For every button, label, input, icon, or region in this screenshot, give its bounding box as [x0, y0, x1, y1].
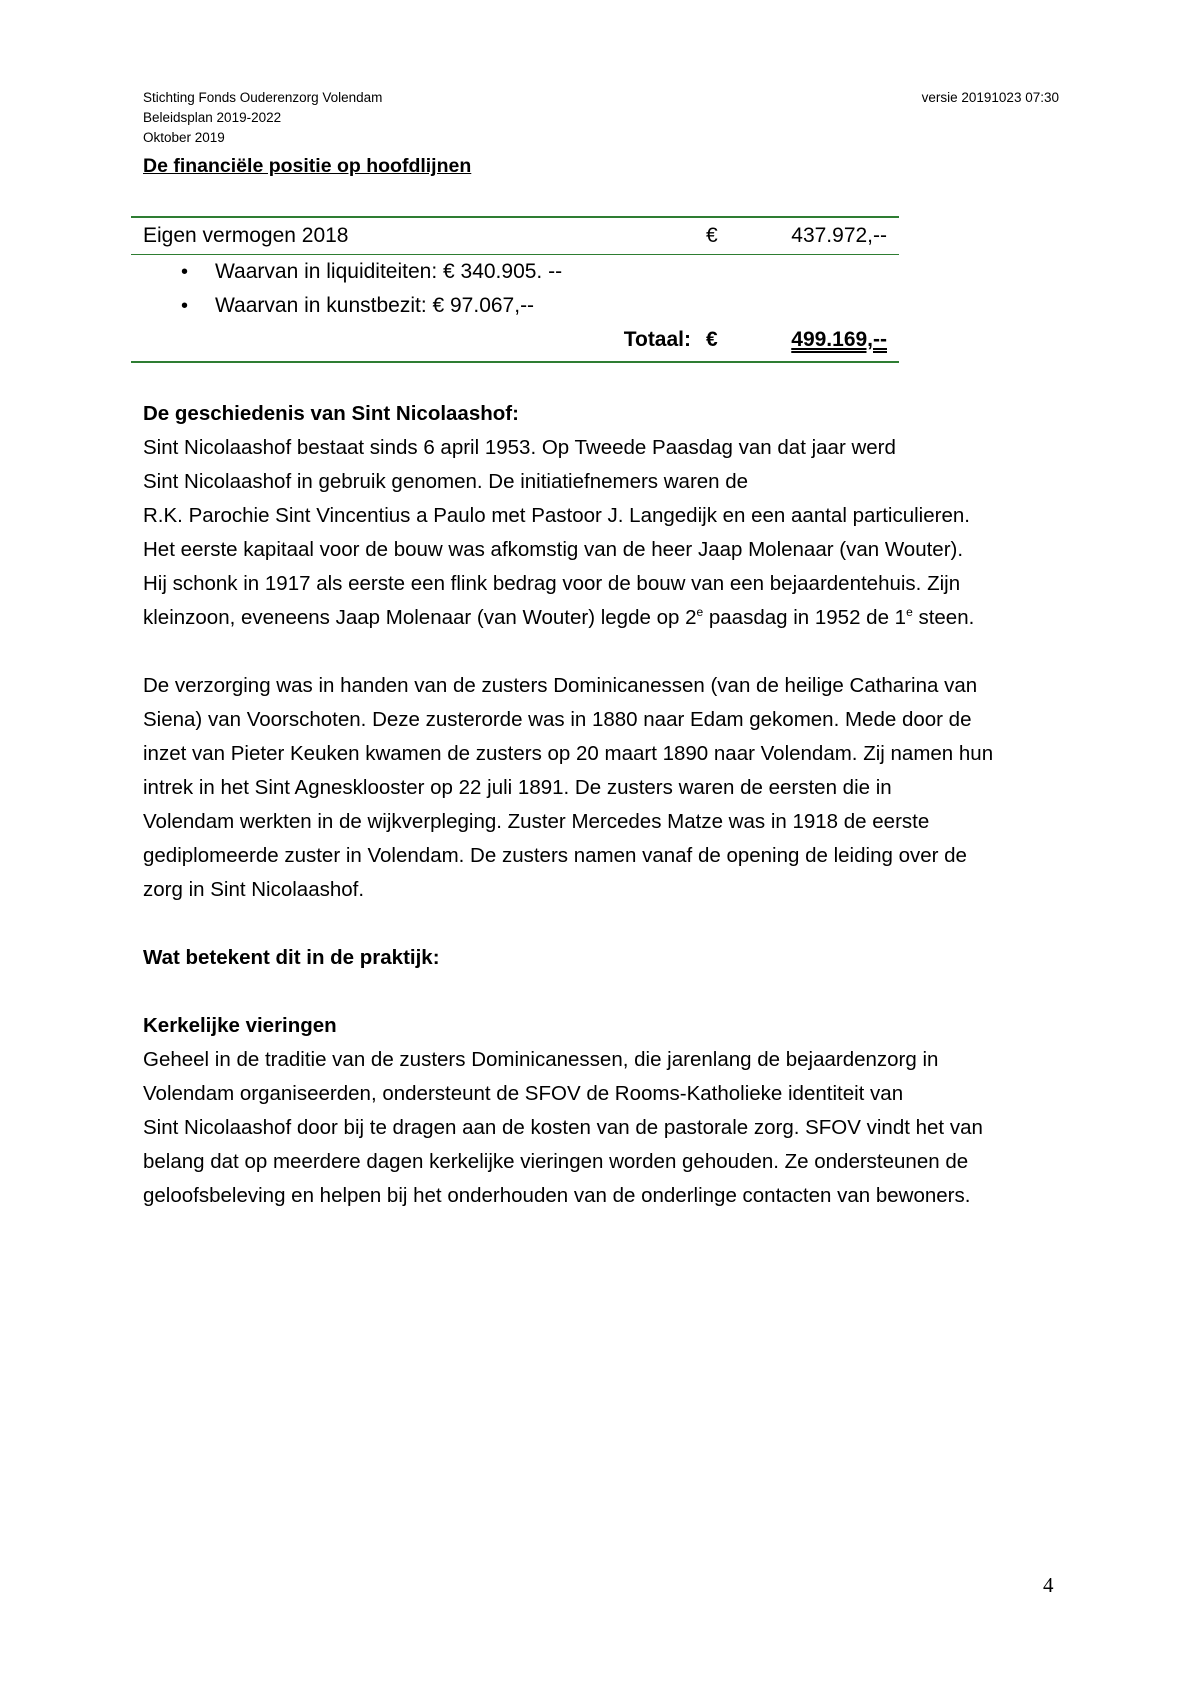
page-header: [143, 88, 1059, 148]
table-bottom-rule: [131, 361, 899, 363]
care-line: De verzorging was in handen van de zusters Dominicanessen (van de heilige Catharina van: [143, 674, 978, 697]
equity-currency: €: [706, 224, 718, 247]
care-line: Volendam werkten in de wijkverpleging. Zuster Mercedes Matze was in 1918 de eerste: [143, 810, 930, 833]
practice-title: Wat betekent dit in de praktijk:: [143, 946, 440, 969]
total-currency: €: [706, 328, 718, 351]
equity-amount: 437.972,--: [791, 224, 887, 247]
church-title: Kerkelijke vieringen: [143, 1014, 337, 1037]
care-line: zorg in Sint Nicolaashof.: [143, 878, 365, 901]
header-plan: Beleidsplan 2019-2022: [143, 110, 282, 125]
care-line: Siena) van Voorschoten. Deze zusterorde was in 1880 naar Edam gekomen. Mede door de: [143, 708, 972, 731]
total-row: [131, 323, 899, 357]
care-line: intrek in het Sint Agnesklooster op 22 juli 1891. De zusters waren de eersten die in: [143, 776, 892, 799]
equity-row: [131, 219, 899, 253]
history-line: R.K. Parochie Sint Vincentius a Paulo met Pastoor J. Langedijk en een aantal particulieren.: [143, 504, 970, 527]
history-line: Sint Nicolaashof bestaat sinds 6 april 1953. Op Tweede Paasdag van dat jaar werd: [143, 436, 896, 459]
art-label: Waarvan in kunstbezit: € 97.067,--: [215, 294, 535, 317]
history-line-part: paasdag in 1952 de 1: [703, 606, 907, 629]
bullet-icon: •: [181, 295, 189, 317]
liquidity-label: Waarvan in liquiditeiten: € 340.905. --: [215, 260, 563, 283]
history-section: [143, 397, 1073, 1213]
page-number: 4: [1043, 1573, 1054, 1597]
total-label: Totaal:: [623, 328, 691, 351]
church-line: geloofsbeleving en helpen bij het onderhouden van de onderlinge contacten van bewoners.: [143, 1184, 971, 1207]
table-top-rule: [131, 216, 899, 218]
header-version: versie 20191023 07:30: [921, 90, 1059, 105]
history-line-last: [143, 601, 1073, 635]
header-date: Oktober 2019: [143, 130, 225, 145]
church-line: Volendam organiseerden, ondersteunt de SFOV de Rooms-Katholieke identiteit van: [143, 1082, 904, 1105]
history-line: Hij schonk in 1917 als eerste een flink bedrag voor de bouw van een bejaardentehuis. Zijn: [143, 572, 961, 595]
total-amount: 499.169,--: [791, 328, 887, 351]
equity-label: Eigen vermogen 2018: [143, 224, 349, 247]
history-line: Het eerste kapitaal voor de bouw was afkomstig van de heer Jaap Molenaar (van Wouter).: [143, 538, 964, 561]
ordinal-superscript: e: [696, 605, 704, 619]
care-line: gediplomeerde zuster in Volendam. De zusters namen vanaf de opening de leiding over de: [143, 844, 967, 867]
bullet-icon: •: [181, 261, 189, 283]
financial-title: De financiële positie op hoofdlijnen: [143, 155, 472, 177]
church-line: belang dat op meerdere dagen kerkelijke vieringen worden gehouden. Ze ondersteunen de: [143, 1150, 969, 1173]
history-title: De geschiedenis van Sint Nicolaashof:: [143, 402, 519, 425]
financial-table: [131, 216, 899, 364]
history-line: Sint Nicolaashof in gebruik genomen. De initiatiefnemers waren de: [143, 470, 749, 493]
bullet-row-art: [131, 289, 899, 323]
history-line-part: steen.: [912, 606, 975, 629]
church-line: Sint Nicolaashof door bij te dragen aan de kosten van de pastorale zorg. SFOV vindt het van: [143, 1116, 983, 1139]
church-line: Geheel in de traditie van de zusters Dominicanessen, die jarenlang de bejaardenzorg in: [143, 1048, 939, 1071]
history-line-part: kleinzoon, eveneens Jaap Molenaar (van Wouter) legde op 2: [143, 606, 697, 629]
bullet-row-liquidity: [131, 255, 899, 289]
header-organization: Stichting Fonds Ouderenzorg Volendam: [143, 90, 383, 105]
ordinal-superscript: e: [906, 605, 913, 619]
care-line: inzet van Pieter Keuken kwamen de zusters op 20 maart 1890 naar Volendam. Zij namen hun: [143, 742, 994, 765]
